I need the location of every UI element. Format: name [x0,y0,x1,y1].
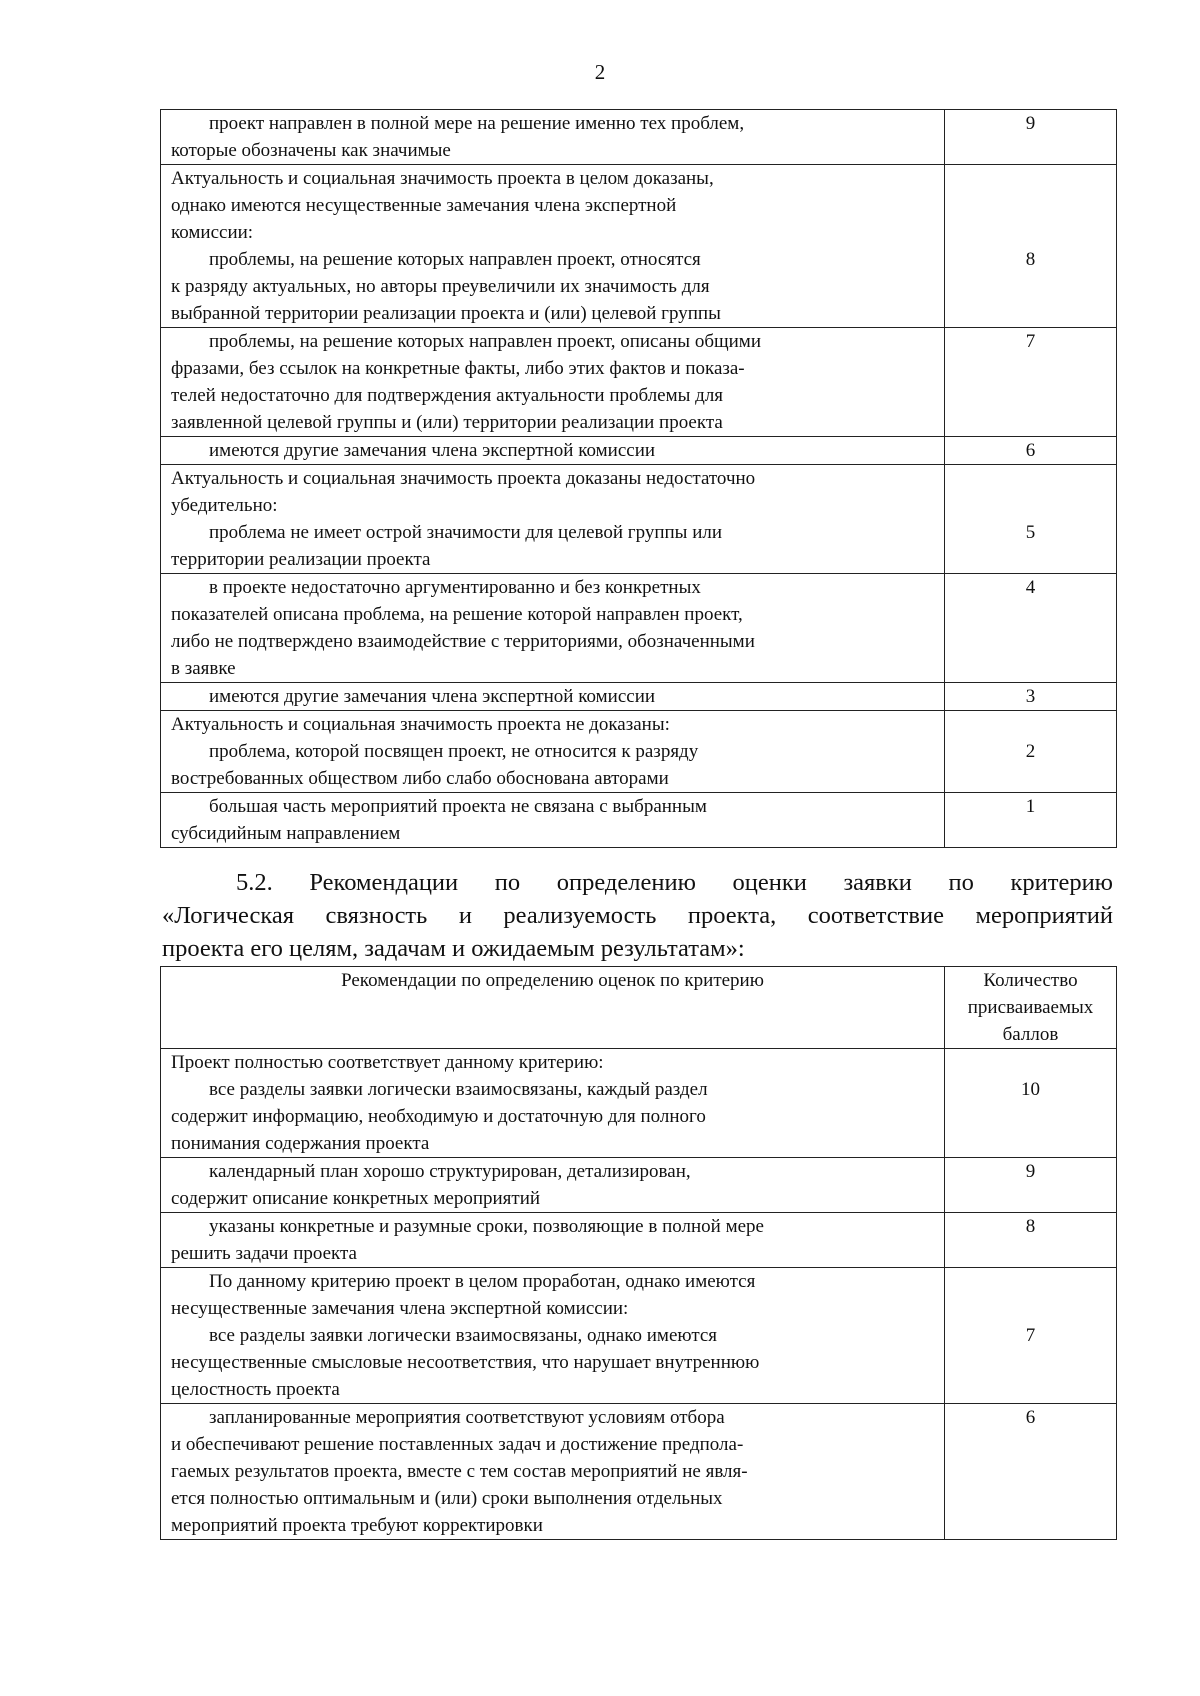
criterion-line: несущественные смысловые несоответствия, что нарушает внутреннюю [171,1352,760,1373]
score-cell [945,328,1117,437]
header-score-line-1: Количество [983,970,1078,991]
criterion-line: которые обозначены как значимые [171,140,451,161]
criterion-line: однако имеются несущественные замечания члена экспертной [171,195,677,216]
header-score [945,967,1117,1049]
score-cell [945,1268,1117,1404]
criterion-line: проблема не имеет острой значимости для целевой группы или [209,522,723,543]
score-cell [945,437,1117,465]
score-cell [945,1049,1117,1158]
score-value: 9 [1025,1161,1036,1182]
header-score-line-2: присваиваемых [967,997,1094,1018]
criterion-cell [161,328,945,437]
criterion-line: либо не подтверждено взаимодействие с территориями, обозначенными [171,631,755,652]
criterion-line: содержит описание конкретных мероприятий [171,1188,541,1209]
criterion-line: проект направлен в полной мере на решение именно тех проблем, [209,113,745,134]
score-value: 10 [1021,1079,1040,1100]
score-cell [945,465,1117,574]
score-cell [945,574,1117,683]
table-row [161,1404,1117,1540]
criteria-table-logic [160,966,1117,1540]
criterion-line: Актуальность и социальная значимость проекта доказаны недостаточно [171,468,756,489]
score-value: 5 [1025,522,1036,543]
criterion-line: проблемы, на решение которых направлен проект, описаны общими [209,331,761,352]
criterion-line: содержит информацию, необходимую и достаточную для полного [171,1106,706,1127]
criterion-line: По данному критерию проект в целом проработан, однако имеются [209,1271,756,1292]
criterion-cell [161,793,945,848]
table-row [161,1049,1117,1158]
section-heading-line-2: «Логическая связность и реализуемость проекта, соответствие мероприятий [162,902,1113,929]
score-value: 7 [1025,331,1036,352]
criterion-line: заявленной целевой группы и (или) территории реализации проекта [171,412,723,433]
criterion-line: территории реализации проекта [171,549,431,570]
score-value: 6 [1025,440,1036,461]
criterion-line: телей недостаточно для подтверждения актуальности проблемы для [171,385,724,406]
table-row [161,110,1117,165]
criterion-line: проблемы, на решение которых направлен проект, относятся [209,249,701,270]
criterion-cell [161,1404,945,1540]
criterion-cell [161,1268,945,1404]
criterion-line: гаемых результатов проекта, вместе с тем состав мероприятий не явля- [171,1461,748,1482]
criterion-line: комиссии: [171,222,254,243]
score-value: 3 [1025,686,1036,707]
header-score-line-3: баллов [1002,1024,1059,1045]
criterion-cell [161,465,945,574]
criterion-line: мероприятий проекта требуют корректировки [171,1515,543,1536]
criterion-line: все разделы заявки логически взаимосвязаны, каждый раздел [209,1079,708,1100]
criterion-line: запланированные мероприятия соответствуют условиям отбора [209,1407,725,1428]
table-row [161,1268,1117,1404]
criterion-line: Актуальность и социальная значимость проекта не доказаны: [171,714,670,735]
criterion-line: имеются другие замечания члена экспертной комиссии [209,686,656,707]
criterion-line: несущественные замечания члена экспертной комиссии: [171,1298,629,1319]
score-value: 8 [1025,249,1036,270]
criterion-line: указаны конкретные и разумные сроки, позволяющие в полной мере [209,1216,764,1237]
criterion-line: все разделы заявки логически взаимосвязаны, однако имеются [209,1325,718,1346]
section-heading-line-3: проекта его целям, задачам и ожидаемым результатам»: [162,935,745,962]
criterion-line: и обеспечивают решение поставленных задач и достижение предпола- [171,1434,744,1455]
criterion-line: большая часть мероприятий проекта не связана с выбранным [209,796,707,817]
criterion-cell [161,711,945,793]
score-cell [945,793,1117,848]
criterion-line: фразами, без ссылок на конкретные факты, либо этих фактов и показа- [171,358,745,379]
table-row [161,465,1117,574]
score-value: 6 [1025,1407,1036,1428]
score-cell [945,711,1117,793]
criterion-line: решить задачи проекта [171,1243,357,1264]
criterion-line: в заявке [171,658,236,679]
table-row [161,574,1117,683]
criterion-line: показателей описана проблема, на решение которой направлен проект, [171,604,743,625]
table-row [161,328,1117,437]
score-cell [945,165,1117,328]
criterion-line: выбранной территории реализации проекта и (или) целевой группы [171,303,721,324]
criteria-table-relevance [160,109,1117,848]
criterion-line: в проекте недостаточно аргументированно и без конкретных [209,577,701,598]
score-value: 8 [1025,1216,1036,1237]
criterion-line: ется полностью оптимальным и (или) сроки выполнения отдельных [171,1488,723,1509]
score-cell [945,1158,1117,1213]
criterion-line: имеются другие замечания члена экспертной комиссии [209,440,656,461]
criterion-line: востребованных обществом либо слабо обоснована авторами [171,768,669,789]
table-row [161,165,1117,328]
score-value: 4 [1025,577,1036,598]
criterion-line: Актуальность и социальная значимость проекта в целом доказаны, [171,168,714,189]
score-value: 1 [1025,796,1036,817]
table-header-row [161,967,1117,1049]
score-value: 7 [1025,1325,1036,1346]
criterion-line: понимания содержания проекта [171,1133,430,1154]
section-heading-5-2 [162,866,1113,965]
score-value: 9 [1025,113,1036,134]
table-row [161,1158,1117,1213]
criterion-line: убедительно: [171,495,278,516]
page-number: 2 [594,60,606,84]
score-cell [945,1404,1117,1540]
table-row [161,683,1117,711]
table-row [161,437,1117,465]
table-row [161,1213,1117,1268]
score-cell [945,683,1117,711]
criterion-cell [161,1158,945,1213]
criterion-line: целостность проекта [171,1379,340,1400]
score-value: 2 [1025,741,1036,762]
criterion-cell [161,110,945,165]
score-cell [945,1213,1117,1268]
criterion-line: проблема, которой посвящен проект, не относится к разряду [209,741,699,762]
score-cell [945,110,1117,165]
criterion-line: к разряду актуальных, но авторы преувеличили их значимость для [171,276,710,297]
section-heading-line-1: 5.2. Рекомендации по определению оценки заявки по критерию [236,869,1113,896]
header-criterion: Рекомендации по определению оценок по критерию [161,967,945,1049]
criterion-line: Проект полностью соответствует данному критерию: [171,1052,604,1073]
criterion-cell [161,574,945,683]
criterion-cell [161,165,945,328]
criterion-cell [161,1049,945,1158]
criterion-cell [161,683,945,711]
criterion-cell [161,1213,945,1268]
table-row [161,793,1117,848]
criterion-cell [161,437,945,465]
table-row [161,711,1117,793]
criterion-line: календарный план хорошо структурирован, детализирован, [209,1161,691,1182]
criterion-line: субсидийным направлением [171,823,401,844]
